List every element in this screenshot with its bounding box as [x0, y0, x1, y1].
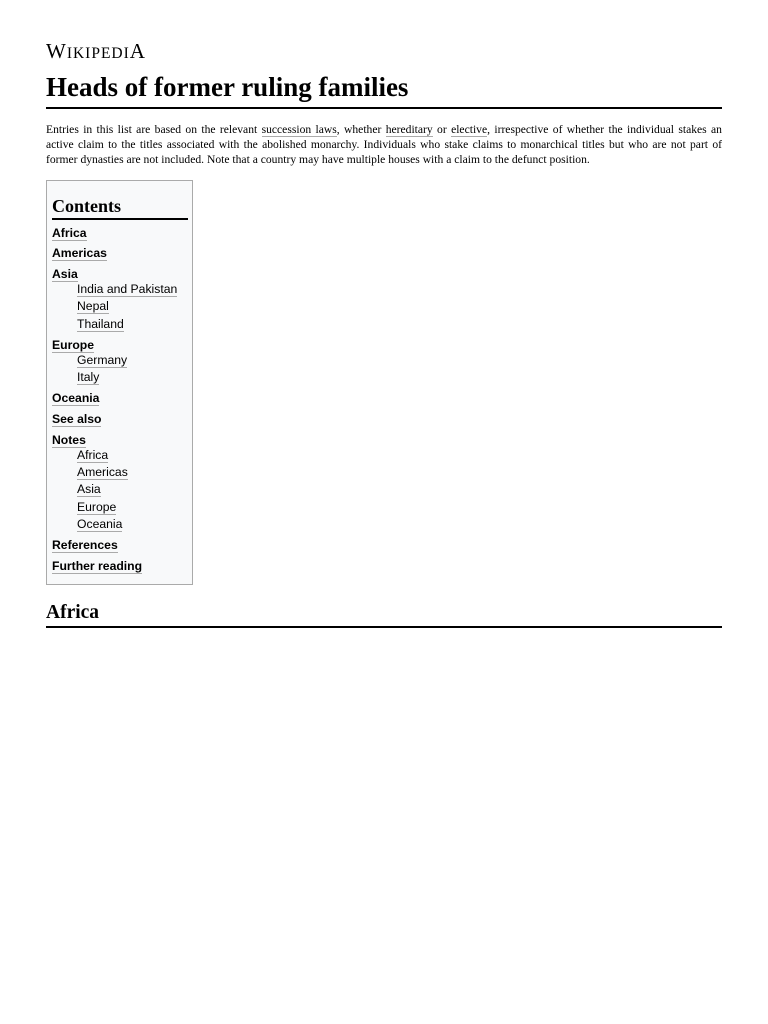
intro-paragraph: Entries in this list are based on the relevant succession laws, whether hereditary or elective, irrespective of whether the individual stakes an active claim to the titles associated with the abolished monarchy. Individuals who stake claims to monarchical titles but who are not part of former dynasties are not included. Note that a country may have multiple houses with a claim to the defunct position.: [46, 123, 722, 167]
section-heading-africa: Africa: [46, 601, 722, 628]
toc-sublist-europe: [77, 353, 188, 386]
toc-title: Contents: [52, 195, 188, 220]
toc-item-notes[interactable]: Notes Africa Americas Asia Europe Oceania: [52, 432, 188, 533]
table-of-contents: [46, 180, 193, 586]
toc-item-africa[interactable]: Africa: [52, 225, 87, 240]
toc-item-nepal[interactable]: Nepal: [77, 299, 109, 314]
succession-laws-link[interactable]: succession laws: [261, 123, 337, 136]
toc-item-germany[interactable]: Germany: [77, 352, 128, 367]
toc-sublist-notes: [77, 448, 188, 533]
toc-item-europe[interactable]: Europe Germany Italy: [52, 337, 188, 386]
toc-item-thailand[interactable]: Thailand: [77, 316, 124, 331]
toc-item-see-also[interactable]: See also: [52, 411, 102, 426]
toc-sublist-asia: [77, 282, 188, 332]
toc-item-india-and-pakistan[interactable]: India and Pakistan: [77, 281, 178, 296]
toc-item-notes-africa[interactable]: Africa: [77, 447, 109, 462]
toc-item-notes-europe[interactable]: Europe: [77, 499, 117, 514]
wikipedia-logo[interactable]: WIKIPEDIA: [46, 39, 146, 63]
toc-item-references[interactable]: References: [52, 538, 118, 552]
toc-item-further-reading[interactable]: Further reading: [52, 558, 143, 573]
toc-item-notes-americas[interactable]: Americas: [77, 464, 128, 479]
hereditary-link[interactable]: hereditary: [385, 123, 433, 136]
elective-link[interactable]: elective: [451, 123, 488, 136]
toc-item-oceania[interactable]: Oceania: [52, 391, 100, 406]
toc-item-notes-asia[interactable]: Asia: [77, 482, 101, 497]
toc-item-americas[interactable]: Americas: [52, 246, 107, 261]
page-title: Heads of former ruling families: [46, 70, 722, 109]
page-content: [46, 38, 722, 628]
toc-item-notes-oceania[interactable]: Oceania: [77, 516, 123, 531]
toc-item-italy[interactable]: Italy: [77, 370, 100, 385]
toc-item-asia[interactable]: Asia India and Pakistan Nepal Thailand: [52, 266, 188, 332]
toc-list: [52, 225, 188, 574]
